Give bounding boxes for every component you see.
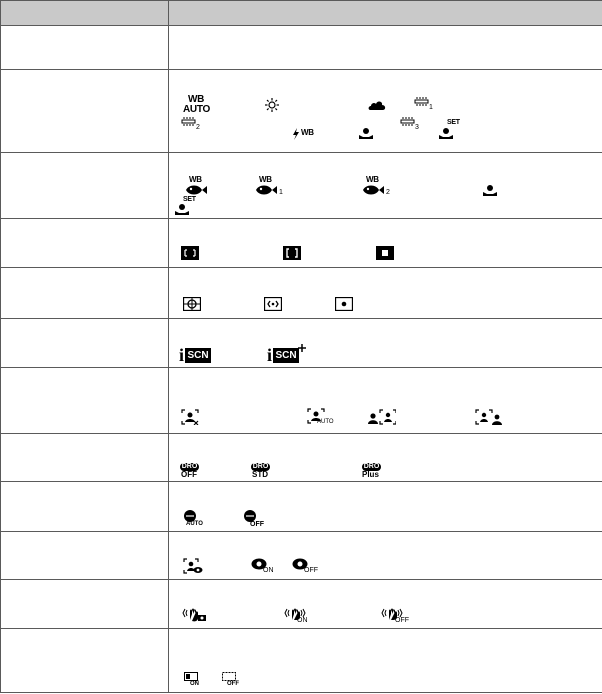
row-label-cell	[1, 482, 169, 532]
svg-text:3: 3	[415, 124, 419, 131]
row-label-cell	[1, 70, 169, 153]
fluorescent-2-icon	[181, 116, 205, 132]
display-off-icon: OFF	[222, 672, 246, 688]
table-row	[1, 434, 602, 482]
row-label-cell	[1, 319, 169, 368]
header-cell-2	[169, 1, 602, 26]
custom-wb-icon	[481, 184, 499, 197]
row-label-cell	[1, 219, 169, 268]
header-cell-1	[1, 1, 169, 26]
daylight-icon	[265, 98, 279, 112]
table-row	[1, 70, 602, 153]
row-value-cell	[169, 368, 602, 434]
iscn-advanced-icon: i SCN	[267, 344, 307, 364]
face-detect-off-icon	[181, 409, 199, 425]
table-row	[1, 482, 602, 532]
custom-wb-icon	[357, 127, 375, 140]
steadyshot-off-icon: OFF	[381, 606, 411, 624]
row-label-cell	[1, 434, 169, 482]
row-value-cell	[169, 319, 602, 368]
row-label-cell	[1, 368, 169, 434]
row-value-cell	[169, 629, 602, 693]
adult-priority-icon	[475, 409, 503, 425]
spot-af-icon	[376, 246, 394, 260]
iscn-auto-icon: i SCN	[179, 346, 227, 364]
row-value-cell	[169, 26, 602, 70]
spot-metering-icon	[335, 297, 353, 311]
row-label-cell	[1, 153, 169, 219]
row-value-cell	[169, 70, 602, 153]
svg-text:1: 1	[429, 104, 433, 111]
multi-af-icon	[181, 246, 199, 260]
dro-std-icon: DRO STD	[252, 463, 269, 479]
row-value-cell	[169, 153, 602, 219]
table-row	[1, 219, 602, 268]
row-label-cell	[1, 580, 169, 629]
flash-wb-icon: WB	[292, 128, 318, 140]
row-value-cell	[169, 434, 602, 482]
cloudy-icon	[368, 99, 386, 111]
svg-text:2: 2	[196, 124, 200, 131]
table-header-row	[1, 1, 602, 26]
dro-plus-icon: DRO Plus	[362, 463, 380, 479]
underwater-wb-auto-icon: WB	[185, 175, 211, 197]
display-on-icon: ON	[184, 672, 208, 688]
red-eye-off-icon: OFF	[292, 558, 322, 576]
multi-metering-icon	[183, 297, 201, 311]
smile-auto-icon: AUTO	[183, 510, 209, 528]
table-row	[1, 368, 602, 434]
table-row	[1, 153, 602, 219]
custom-wb-set-icon: SET	[437, 118, 465, 140]
fluorescent-3-icon	[400, 116, 424, 132]
row-value-cell	[169, 482, 602, 532]
custom-wb-set-icon: SET	[173, 195, 201, 217]
row-label-cell	[1, 629, 169, 693]
row-label-cell	[1, 532, 169, 580]
table-row	[1, 26, 602, 70]
center-af-icon	[283, 246, 301, 260]
smile-off-icon: OFF	[243, 510, 269, 528]
table-row	[1, 319, 602, 368]
steadyshot-auto-icon	[182, 606, 206, 622]
face-detect-auto-icon: AUTO	[307, 408, 339, 426]
steadyshot-on-icon: ON	[284, 606, 314, 624]
underwater-wb-2-icon: WB 2	[362, 175, 396, 197]
row-value-cell	[169, 268, 602, 319]
table-row	[1, 268, 602, 319]
row-value-cell	[169, 532, 602, 580]
underwater-wb-1-icon: WB 1	[255, 175, 289, 197]
center-metering-icon	[264, 297, 282, 311]
row-value-cell	[169, 219, 602, 268]
dro-off-icon: DRO OFF	[181, 463, 198, 479]
table-row	[1, 580, 602, 629]
red-eye-on-icon: ON	[251, 558, 281, 576]
row-value-cell	[169, 580, 602, 629]
row-label-cell	[1, 26, 169, 70]
row-label-cell	[1, 268, 169, 319]
red-eye-auto-icon	[183, 558, 203, 574]
child-priority-icon	[368, 409, 396, 425]
fluorescent-1-icon	[414, 96, 438, 112]
table-row	[1, 629, 602, 693]
table-row	[1, 532, 602, 580]
wb-auto-icon: WB AUTO	[183, 94, 210, 115]
